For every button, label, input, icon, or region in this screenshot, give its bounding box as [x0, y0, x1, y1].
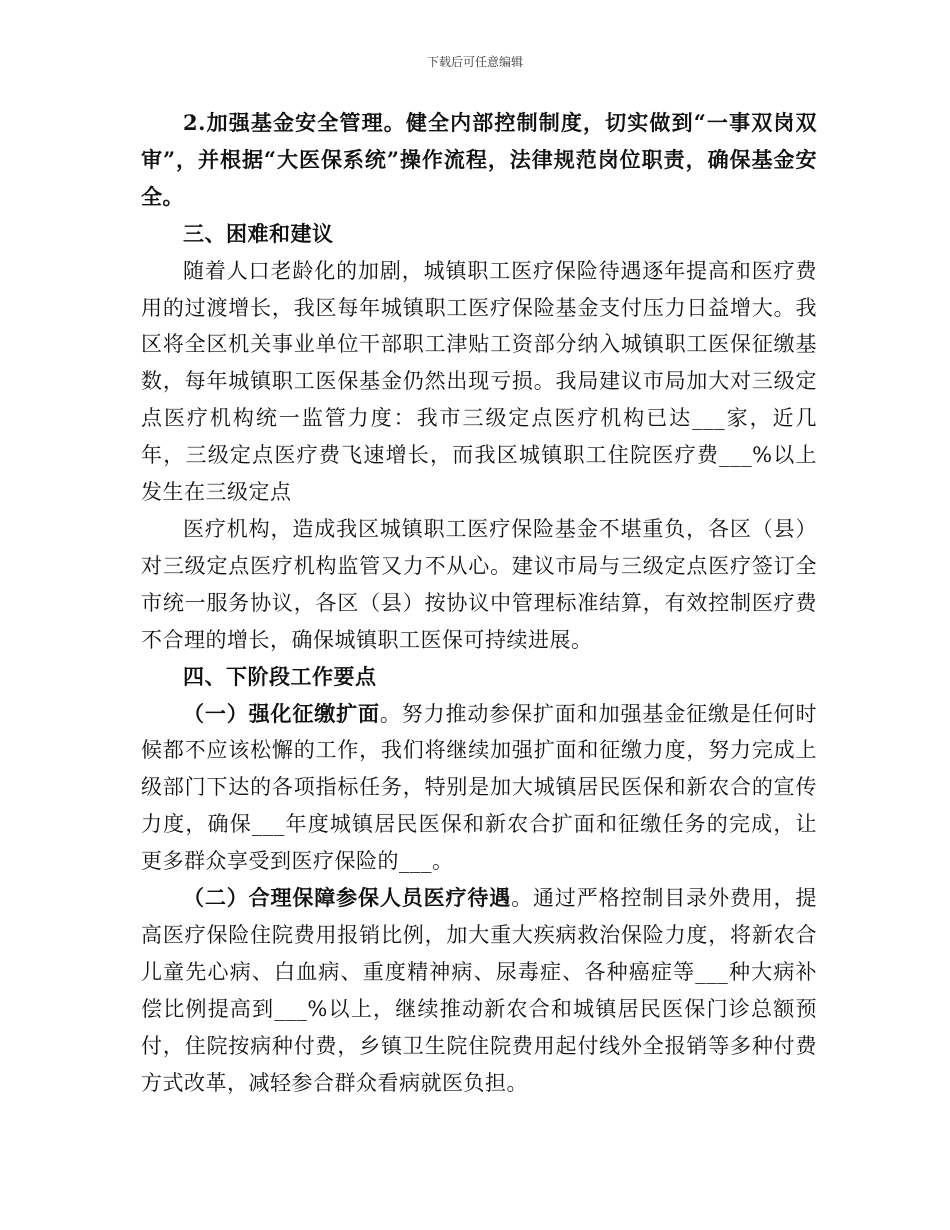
paragraph-collection-text: 。努力推动参保扩面和加强基金征缴是任何时候都不应该松懈的工作，我们将继续加强扩面和征缴力度，努力完成上级部门下达的各项指标任务，特别是加大城镇居民医保和新农合的宣传力度，确保___年度城镇居民医保和新农合扩面和征缴任务的完成，让更多群众享受到医疗保险的___。	[141, 701, 817, 874]
subheading-benefits: （二）合理保障参保人员医疗待遇	[183, 885, 512, 911]
paragraph-fund-security: 2.加强基金安全管理。健全内部控制制度，切实做到“一事双岗双审”，并根据“大医保系统”操作流程，法律规范岗位职责，确保基金安全。	[141, 110, 817, 209]
subheading-collection: （一）强化征缴扩面	[183, 700, 380, 726]
page-header: 下载后可任意编辑	[426, 55, 523, 69]
paragraph-benefits-text: 。通过严格控制目录外费用，提高医疗保险住院费用报销比例，加大重大疾病救治保险力度，将新农合儿童先心病、白血病、重度精神病、尿毒症、各种癌症等___种大病补偿比例提高到___%以上，继续推动新农合和城镇居民医保门诊总额预付，住院按病种付费，乡镇卫生院住院费用起付线外全报销等多种付费方式改革，减轻参合群众看病就医负担。	[141, 886, 817, 1095]
paragraph-aging-pressure: 随着人口老龄化的加剧，城镇职工医疗保险待遇逐年提高和医疗费用的过渡增长，我区每年城镇职工医疗保险基金支付压力日益增大。我区将全区机关事业单位干部职工津贴工资部分纳入城镇职工医保征缴基数，每年城镇职工医保基金仍然出现亏损。我局建议市局加大对三级定点医疗机构统一监管力度：我市三级定点医疗机构已达___家，近几年，三级定点医疗费飞速增长，而我区城镇职工住院医疗费___%以上发生在三级定点	[141, 258, 817, 505]
paragraph-medical-institutions: 医疗机构，造成我区城镇职工医疗保险基金不堪重负，各区（县）对三级定点医疗机构监管又力不从心。建议市局与三级定点医疗签订全市统一服务协议，各区（县）按协议中管理标准结算，有效控制医疗费不合理的增长，确保城镇职工医保可持续进展。	[141, 516, 817, 652]
paragraph-medical-benefits	[141, 880, 817, 1101]
paragraph-collection-expansion	[141, 696, 817, 881]
heading-difficulties: 三、困难和建议	[183, 220, 334, 246]
document-body	[141, 105, 817, 1101]
heading-next-stage: 四、下阶段工作要点	[183, 663, 377, 689]
